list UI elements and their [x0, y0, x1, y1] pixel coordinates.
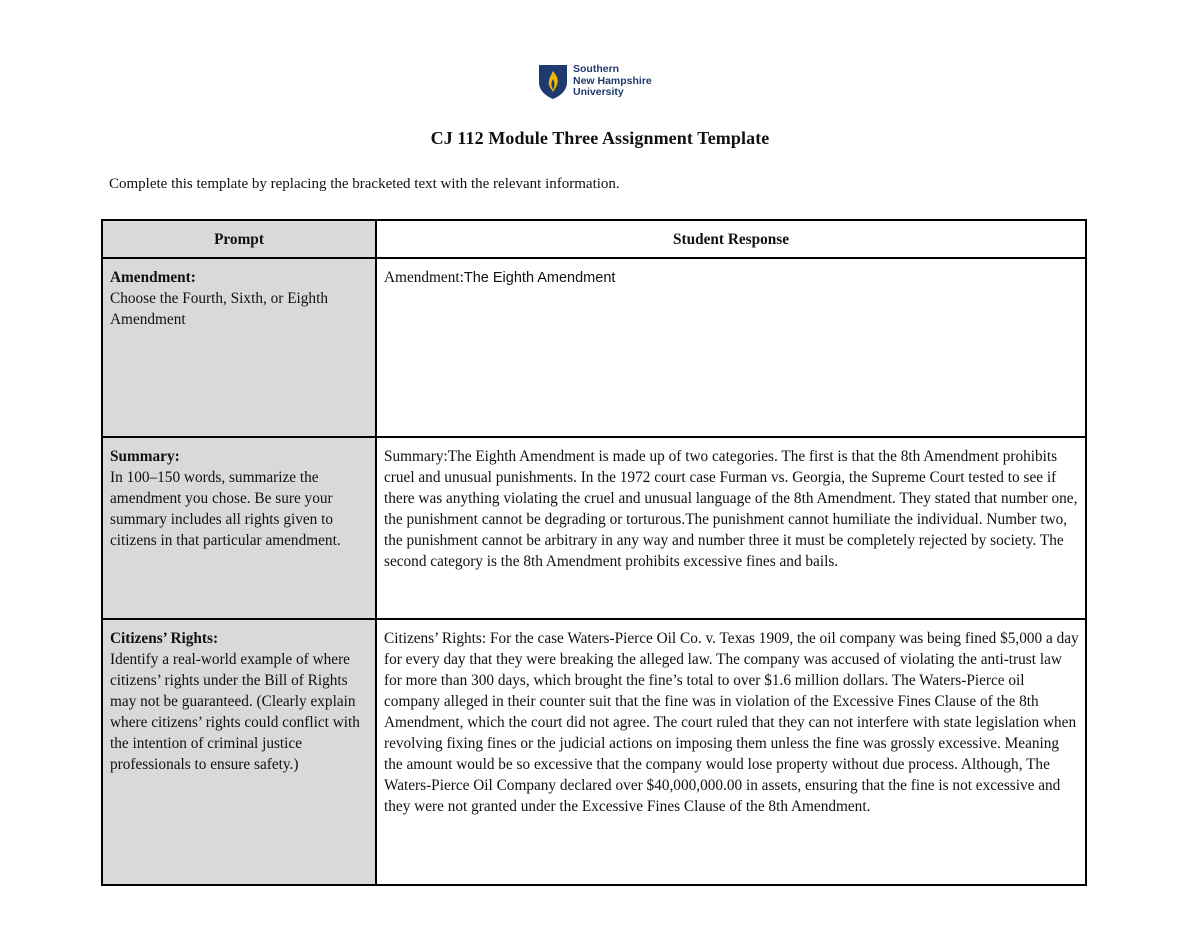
response-text: The Eighth Amendment — [463, 270, 616, 286]
table-row — [102, 619, 1086, 885]
response-text: Citizens’ Rights: For the case Waters-Pierce Oil Co. v. Texas 1909, the oil company was being fined $5,000 a day for every day that they were breaking the alleged law. The company was accused of violating the anti-trust law for more than 300 days, which brought the fine’s total to over $1.6 million dollars. The Waters-Pierce oil company alleged in their counter suit that the fine was in violation of the Excessive Fines Clause of the 8th Amendment, which the court did not agree. The court ruled that they can not interfere with state legislation when revolving fixing fines or the judicial actions on imposing them unless the fine was grossly excessive. Meaning the amount would be so excessive that the company would lose property without due process. Although, The Waters-Pierce Oil Company declared over $40,000,000.00 in assets, ensuring that the fine is not excessive and they were not granted under the Excessive Fines Clause of the 8th Amendment. — [384, 630, 1079, 815]
prompt-cell-summary — [102, 437, 376, 619]
university-logo — [538, 64, 652, 100]
response-cell-citizens-rights[interactable] — [376, 619, 1086, 885]
response-cell-summary[interactable] — [376, 437, 1086, 619]
prompt-cell-amendment — [102, 258, 376, 437]
prompt-label: Citizens’ Rights: — [110, 630, 219, 647]
response-text: Summary:The Eighth Amendment is made up of two categories. The first is that the 8th Amendment prohibits cruel and unusual punishments. In the 1972 court case Furman vs. Georgia, the Supreme Court tested to see if there was anything violating the cruel and unusual language of the 8th Amendment. They stated that number one, the punishment cannot be degrading or torturous.The punishment cannot humiliate the individual. Number two, the punishment cannot be arbitrary in any way and number three it must be completely rejected by society. The second category is the 8th Amendment prohibits excessive fines and bails. — [384, 448, 1078, 570]
logo-line-3: University — [573, 86, 624, 98]
logo-wordmark — [573, 64, 652, 99]
document-title: CJ 112 Module Three Assignment Template — [430, 128, 770, 148]
column-header-response: Student Response — [376, 220, 1086, 258]
prompt-text: Choose the Fourth, Sixth, or Eighth Amendment — [110, 290, 328, 328]
response-prefix: Amendment: — [384, 269, 464, 286]
logo-line-2: New Hampshire — [573, 74, 652, 87]
assignment-table — [101, 219, 1087, 886]
prompt-label: Summary: — [110, 448, 180, 465]
prompt-text: In 100–150 words, summarize the amendment you chose. Be sure your summary includes all rights given to citizens in that particular amendment. — [110, 469, 341, 549]
response-cell-amendment[interactable] — [376, 258, 1086, 437]
table-header-row — [102, 220, 1086, 258]
instructions-text: Complete this template by replacing the bracketed text with the relevant information. — [109, 176, 620, 192]
logo-line-1: Southern — [573, 63, 620, 75]
column-header-prompt: Prompt — [102, 220, 376, 258]
table-row — [102, 258, 1086, 437]
table-row — [102, 437, 1086, 619]
flame-shield-icon — [538, 64, 568, 100]
prompt-cell-citizens-rights — [102, 619, 376, 885]
prompt-text: Identify a real-world example of where citizens’ rights under the Bill of Rights may not be guaranteed. (Clearly explain where citizens’ rights could conflict with the intention of criminal justice professionals to ensure safety.) — [110, 651, 360, 773]
prompt-label: Amendment: — [110, 269, 196, 286]
